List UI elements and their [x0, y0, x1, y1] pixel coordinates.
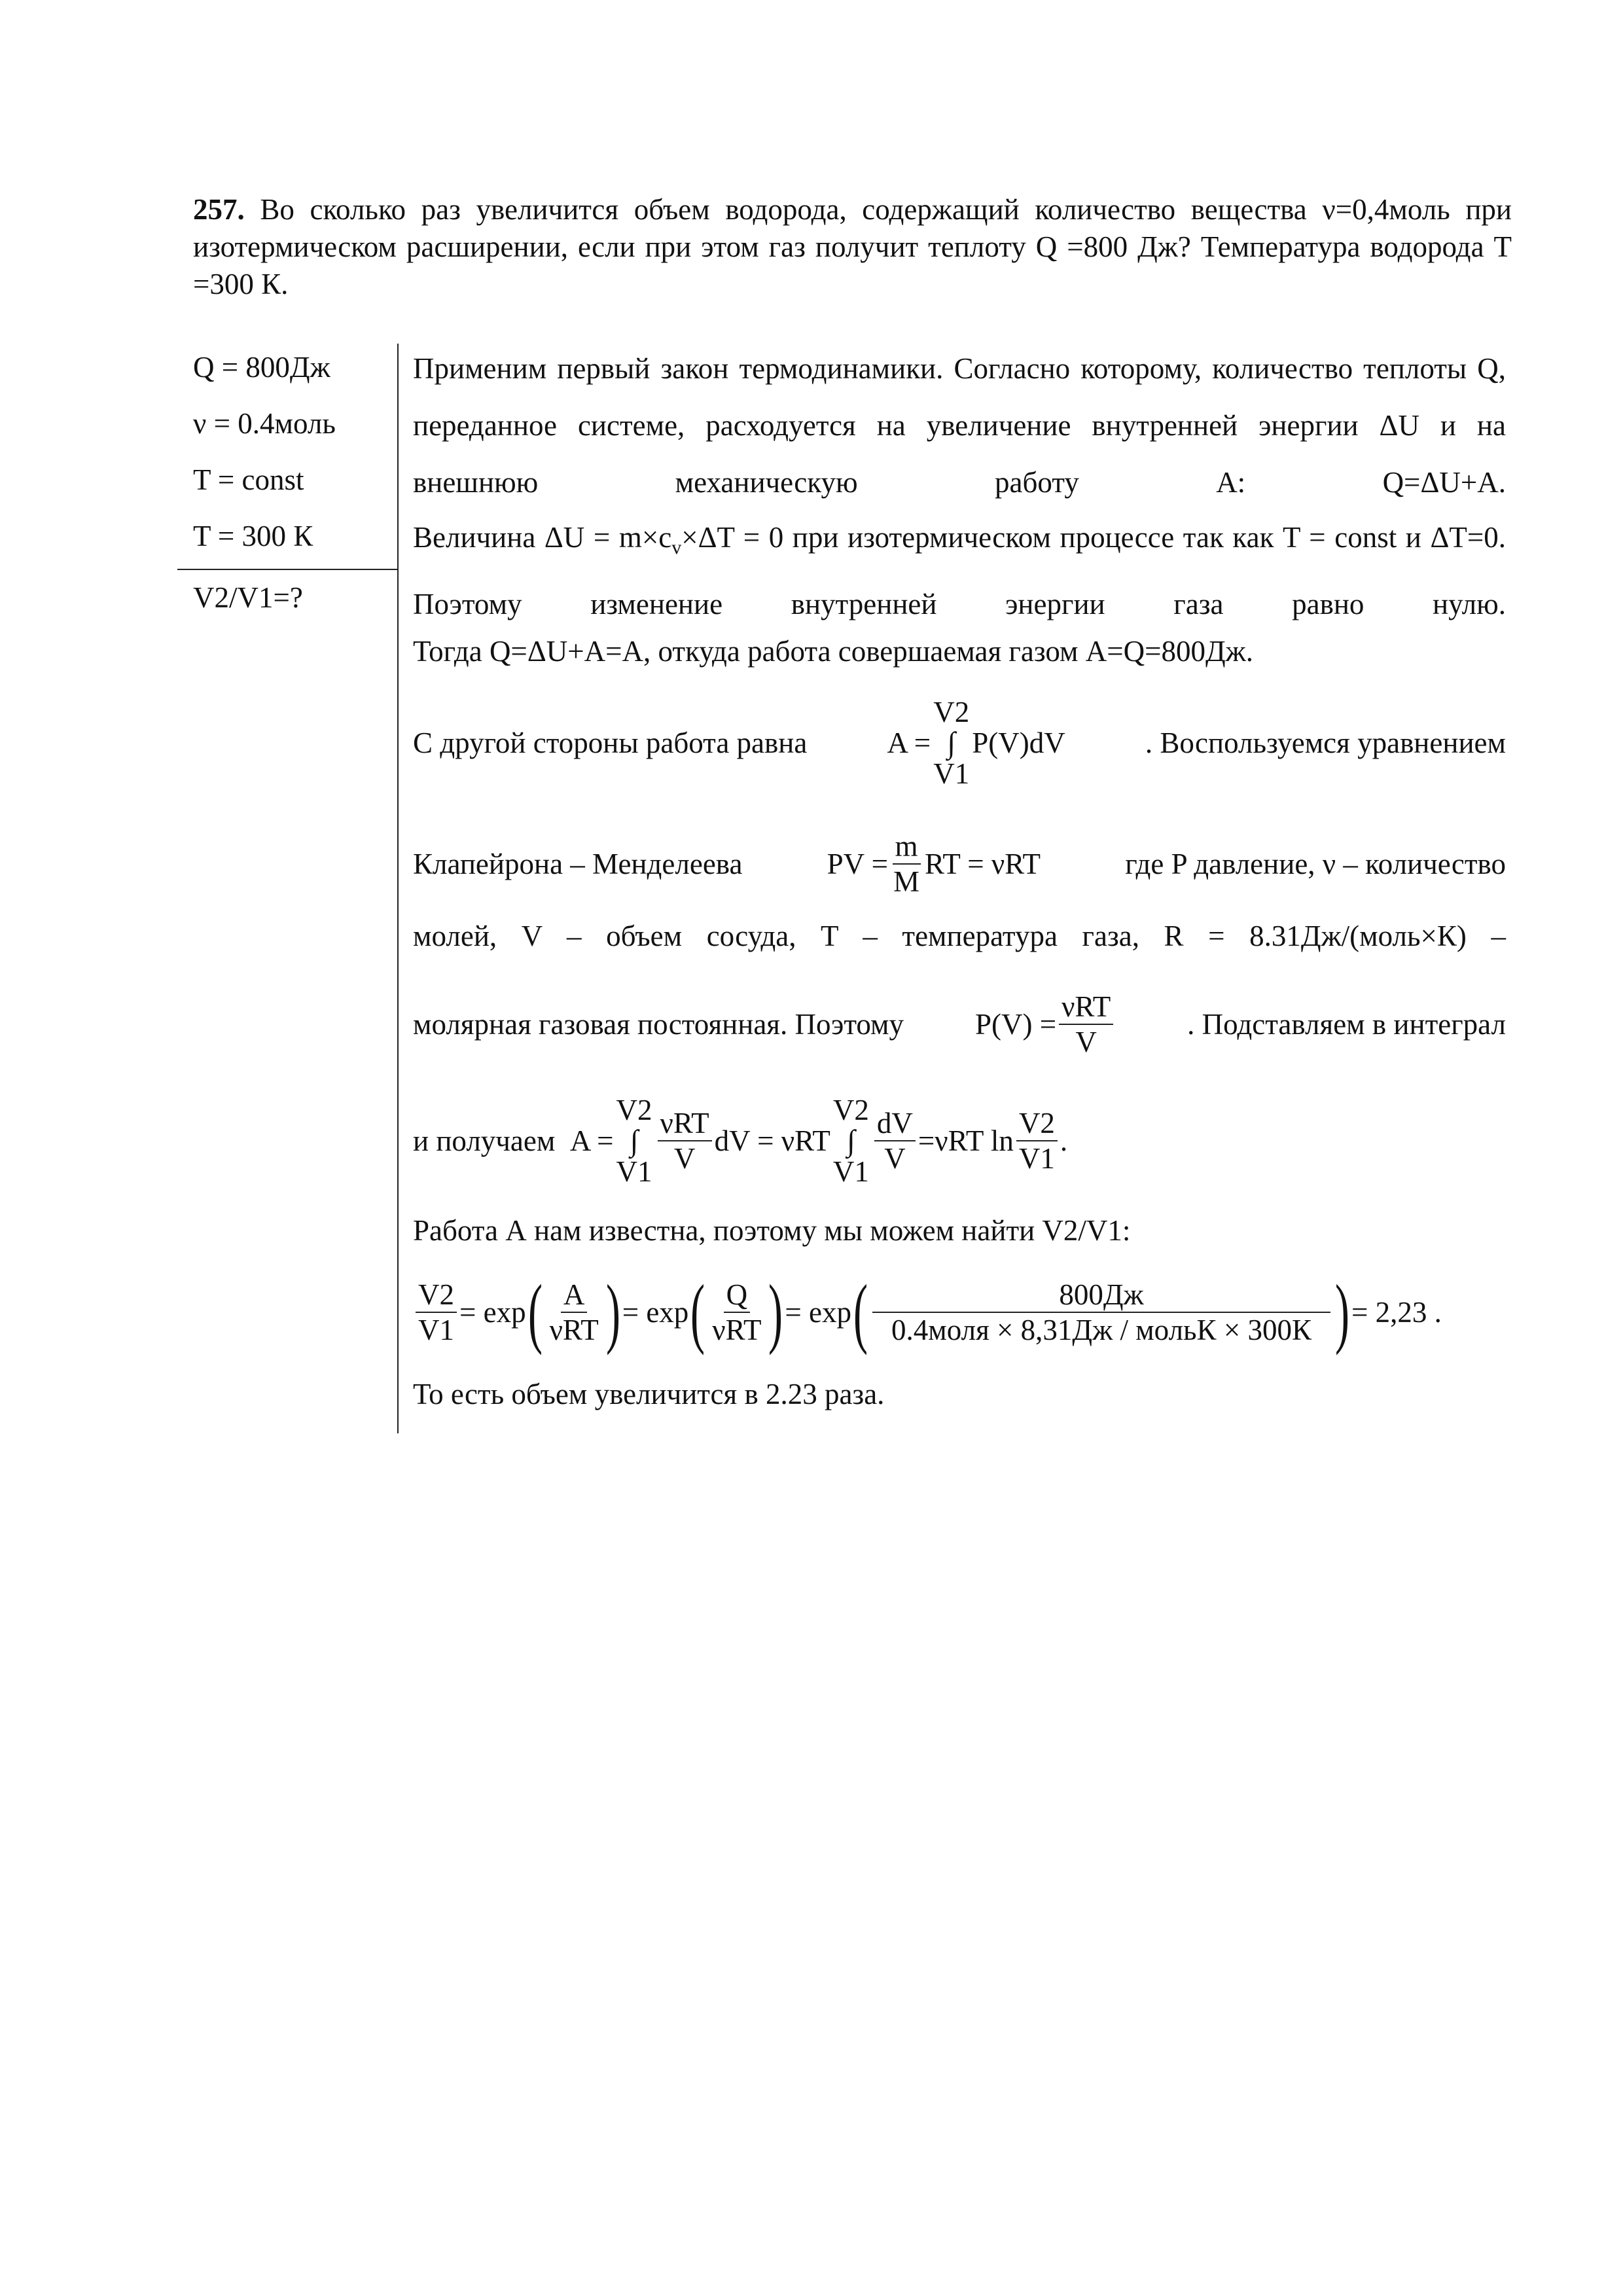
given-divider-line	[177, 569, 397, 570]
problem-number: 257.	[193, 193, 245, 226]
solution-definitions-line: молей, V – объем сосуда, T – температура газа, R = 8.31Дж/(моль×К) –	[413, 920, 1506, 952]
solution-pressure-line: молярная газовая постоянная. Поэтому P(V) = $\frac{\text{νRT}}{V}$ . Подставляем в интеграл	[413, 990, 1506, 1058]
fraction-dv-v: $\frac{dV}{V}$	[874, 1106, 916, 1175]
fraction-q-nurt: $\frac{Q}{\text{νRT}}$	[712, 1278, 762, 1346]
work-integral-formula: A = V2 ∫ V1 P(V)dV	[887, 696, 1065, 790]
solution-clapeyron-line: Клапейрона – Менделеева PV = $\frac{m}{M}$ RT = νRT где P давление, ν – количество	[413, 830, 1506, 898]
given-temperature: T = 300 К	[193, 520, 313, 552]
final-formula-line: $\frac{V2}{V1}$ = exp ( $\frac{A}{\text{νRT}}$ ) = exp ( $\frac{Q}{\text{νRT}}$ ) = exp ( $\frac{800Дж}{\text{0.4моля × 8,31Дж / мольК × 300К}}$ ) = 2,23 .	[413, 1266, 1506, 1358]
solution-work-integral-line: С другой стороны работа равна A = V2 ∫ V1 P(V)dV . Воспользуемся уравнением	[413, 696, 1506, 790]
fraction-v2-v1: $\frac{V2}{V1}$	[1016, 1106, 1058, 1175]
solution-paragraph-9: Работа А нам известна, поэтому мы можем найти V2/V1:	[413, 1214, 1131, 1247]
solution-paragraph-3: Тогда Q=ΔU+A=A, откуда работа совершаемая газом A=Q=800Дж.	[413, 635, 1254, 668]
mass-molar-fraction: $\frac{m}{M}$	[893, 830, 920, 898]
pressure-fraction: $\frac{\text{νRT}}{V}$	[1059, 990, 1113, 1059]
ratio-v2-v1: $\frac{V2}{V1}$	[416, 1278, 457, 1347]
problem-statement	[193, 191, 1512, 303]
vertical-divider-line	[397, 344, 399, 1433]
problem-text: Во сколько раз увеличится объем водорода, содержащий количество вещества ν=0,4моль при изотермическом расширении, если при этом газ получит теплоту Q =800 Дж? Температура водорода T =300 К.	[193, 193, 1512, 300]
given-isothermal: T = const	[193, 463, 304, 496]
given-amount: ν = 0.4моль	[193, 407, 336, 440]
clapeyron-formula: PV = $\frac{m}{M}$ RT = νRT	[827, 830, 1041, 898]
integral-2: V2 ∫ V1	[832, 1093, 869, 1188]
pressure-formula: P(V) = $\frac{\text{νRT}}{V}$	[975, 990, 1116, 1059]
definite-integral: V2 ∫ V1	[933, 696, 970, 790]
given-heat: Q = 800Дж	[193, 351, 330, 384]
fraction-numeric: $\frac{800Дж}{\text{0.4моля × 8,31Дж / мольК × 300К}}$	[872, 1278, 1330, 1347]
integral-1: V2 ∫ V1	[616, 1093, 652, 1188]
solution-integral-result-line: и получаем A = V2 ∫ V1 $\frac{\text{νRT}}{V}$ dV = νRT V2 ∫ V1 $\frac{dV}{V}$ =νRT ln $\frac{V2}{V1}$ .	[413, 1093, 1068, 1188]
solution-paragraph-2: Величина $\Delta U = m\times c_v\times\Delta T = 0$ при изотермическом процессе так как T = const и ΔT=0. Поэтому изменение внутренней энергии газа равно нулю.	[413, 521, 1506, 620]
solution-conclusion: То есть объем увеличится в 2.23 раза.	[413, 1378, 885, 1410]
find-quantity: V2/V1=?	[193, 581, 303, 614]
solution-paragraph-1: Применим первый закон термодинамики. Согласно которому, количество теплоты Q, переданное системе, расходуется на увеличение внутренней энергии ΔU и на внешнюю механическую работу А: Q=ΔU+A.	[413, 352, 1506, 499]
fraction-nurt-v: $\frac{\text{νRT}}{V}$	[658, 1106, 712, 1175]
fraction-a-nurt: $\frac{A}{\text{νRT}}$	[549, 1278, 599, 1346]
given-block	[192, 339, 401, 614]
